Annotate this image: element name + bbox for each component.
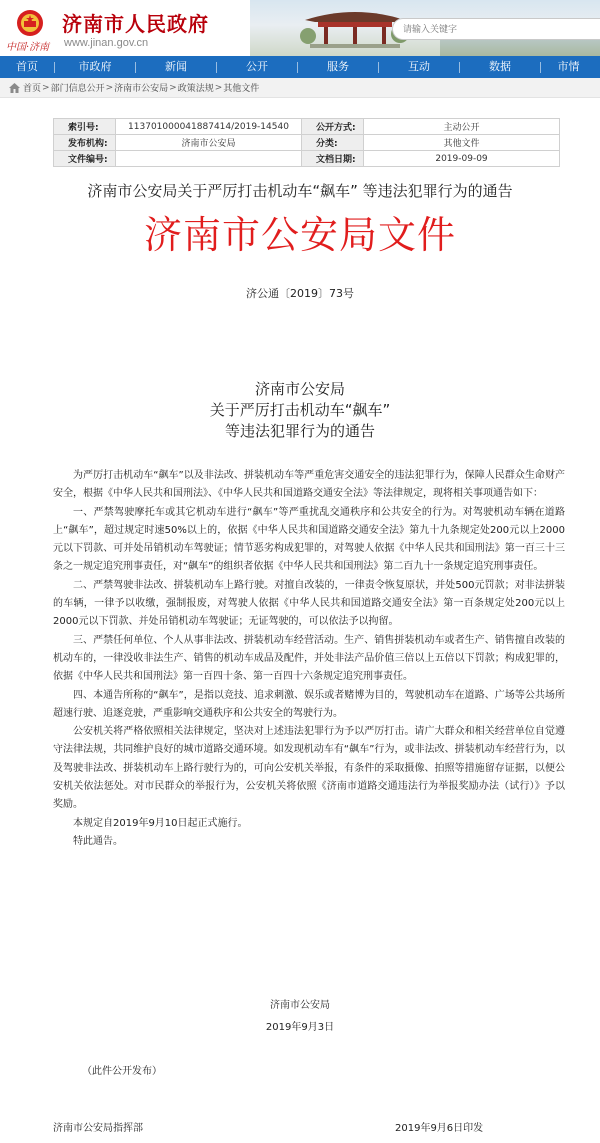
meta-row (54, 135, 560, 151)
notice-title-line: 等违法犯罪行为的通告 (224, 422, 375, 440)
meta-value-index: 113701000041887414/2019-14540 (116, 119, 302, 135)
notice-body (53, 467, 565, 851)
breadcrumb-arrow-icon: > (42, 82, 50, 93)
breadcrumb-other-files[interactable]: 其他文件 (223, 84, 260, 94)
breadcrumb-police-bureau[interactable]: 济南市公安局 (114, 84, 169, 94)
breadcrumb-policy[interactable]: 政策法规 (177, 84, 214, 94)
nav-item-data[interactable]: 数据 (489, 60, 511, 73)
search-box[interactable] (392, 18, 600, 40)
document-meta-table (53, 118, 560, 167)
breadcrumb-arrow-icon: > (105, 82, 114, 93)
breadcrumb (0, 78, 600, 98)
body-paragraph-closing: 特此通告。 (73, 835, 123, 847)
body-paragraph-1: 一、严禁驾驶摩托车或其它机动车进行“飙车”等严重扰乱交通秩序和公共安全的行为。对驾驶机动车辆在道路上“飙车”，超过规定时速50%以上的，依据《中华人民共和国道路交通安全法》第九十九条规定处200元以上2000元以下罚款、可并处吊销机动车驾驶证；情节恶劣构成犯罪的，对驾驶人依据《中华人民共和国刑法》第一百三十三条之一规定追究刑事责任，对“飙车”的组织者依据《中华人民共和国刑法》第二百九十一条规定追究刑事责任。 (53, 506, 565, 573)
footer-print-date: 2019年9月6日印发 (395, 1123, 484, 1134)
meta-label-doc-date: 文档日期: (302, 151, 364, 167)
document-number: 济公通〔2019〕73号 (246, 287, 354, 300)
meta-row (54, 119, 560, 135)
meta-label-issuer: 发布机构: (54, 135, 116, 151)
meta-value-doc-date: 2019-09-09 (364, 151, 560, 167)
site-header (0, 0, 600, 56)
notice-title (0, 379, 600, 442)
home-icon (9, 83, 20, 93)
nav-item-government[interactable]: 市政府 (78, 60, 112, 73)
meta-label-doc-number: 文件编号: (54, 151, 116, 167)
breadcrumb-arrow-icon: > (214, 82, 223, 93)
main-nav (0, 56, 600, 78)
meta-value-doc-number (116, 151, 302, 167)
signature-org: 济南市公安局 (270, 1000, 330, 1011)
national-emblem-icon (14, 8, 46, 38)
red-header-title: 济南市公安局文件 (143, 213, 456, 257)
site-title[interactable]: 济南市人民政府 (62, 12, 209, 36)
brand-subtitle: 中国·济南 (6, 42, 50, 53)
meta-label-category: 分类: (302, 135, 364, 151)
body-paragraph-intro: 为严厉打击机动车“飙车”以及非法改、拼装机动车等严重危害交通安全的违法犯罪行为，保障人民群众生命财产安全，根据《中华人民共和国刑法》、《中华人民共和国道路交通安全法》等法律规定，现将相关事项通告如下： (53, 470, 565, 500)
meta-value-issuer: 济南市公安局 (116, 135, 302, 151)
breadcrumb-home[interactable]: 首页 (23, 84, 42, 94)
notice-title-line: 关于严厉打击机动车“飙车” (209, 401, 391, 419)
notice-title-line: 济南市公安局 (254, 380, 345, 398)
breadcrumb-dept-disclosure[interactable]: 部门信息公开 (50, 84, 105, 94)
meta-value-category: 其他文件 (364, 135, 560, 151)
document-title: 济南市公安局关于严厉打击机动车“飙车” 等违法犯罪行为的通告 (87, 182, 513, 200)
nav-item-news[interactable]: 新闻 (165, 60, 187, 73)
body-paragraph-3: 三、严禁任何单位、个人从事非法改、拼装机动车经营活动。生产、销售拼装机动车或者生产、销售擅自改装的机动车的，一律没收非法生产、销售的机动车成品及配件，并处非法产品价值三倍以上五倍以下罚款；构成犯罪的，依据《中华人民共和国刑法》第一百四十条、第一百四十六条规定追究刑事责任。 (53, 634, 565, 683)
nav-item-service[interactable]: 服务 (327, 60, 349, 73)
nav-item-interaction[interactable]: 互动 (408, 60, 430, 73)
nav-item-home[interactable]: 首页 (16, 60, 38, 73)
signature-date: 2019年9月3日 (265, 1022, 335, 1033)
search-input[interactable] (403, 22, 583, 37)
meta-label-index: 索引号: (54, 119, 116, 135)
nav-item-open[interactable]: 公开 (246, 60, 268, 73)
meta-row (54, 151, 560, 167)
body-paragraph-4: 四、本通告所称的“飙车”，是指以竞技、追求刺激、娱乐或者赌博为目的，驾驶机动车在道路、广场等公共场所超速行驶、追逐竞驶，严重影响交通秩序和公共安全的驾驶行为。 (53, 689, 565, 719)
body-paragraph-enforcement: 公安机关将严格依照相关法律规定，坚决对上述违法犯罪行为予以严厉打击。请广大群众和相关经营单位自觉遵守法律法规，共同维护良好的城市道路交通环境。如发现机动车有“飙车”行为，或非法改、拼装机动车经营行为，以及驾驶非法改、拼装机动车上路行驶行为的，可向公安机关举报，有条件的采取摄像、拍照等措施留存证据，以便公安机关依法惩处。对市民群众的举报行为，公安机关将依照《济南市道路交通违法行为举报奖励办法（试行）》予以奖励。 (53, 726, 565, 811)
meta-label-open-mode: 公开方式: (302, 119, 364, 135)
meta-value-open-mode: 主动公开 (364, 119, 560, 135)
nav-item-city[interactable]: 市情 (557, 60, 580, 73)
publication-note: （此件公开发布） (82, 1066, 162, 1077)
body-paragraph-effective-date: 本规定自2019年9月10日起正式施行。 (73, 817, 248, 829)
site-url: www.jinan.gov.cn (64, 37, 149, 49)
breadcrumb-arrow-icon: > (169, 82, 177, 93)
body-paragraph-2: 二、严禁驾驶非法改、拼装机动车上路行驶。对擅自改装的，一律责令恢复原状，并处500元罚款；对非法拼装的车辆，一律予以收缴，强制报废，对驾驶人依据《中华人民共和国道路交通安全法》第一百条规定处200元以上2000元以下罚款、并处吊销机动车驾驶证；无证驾驶的，可以依法予以拘留。 (53, 579, 565, 628)
footer-issuer: 济南市公安局指挥部 (53, 1123, 143, 1134)
